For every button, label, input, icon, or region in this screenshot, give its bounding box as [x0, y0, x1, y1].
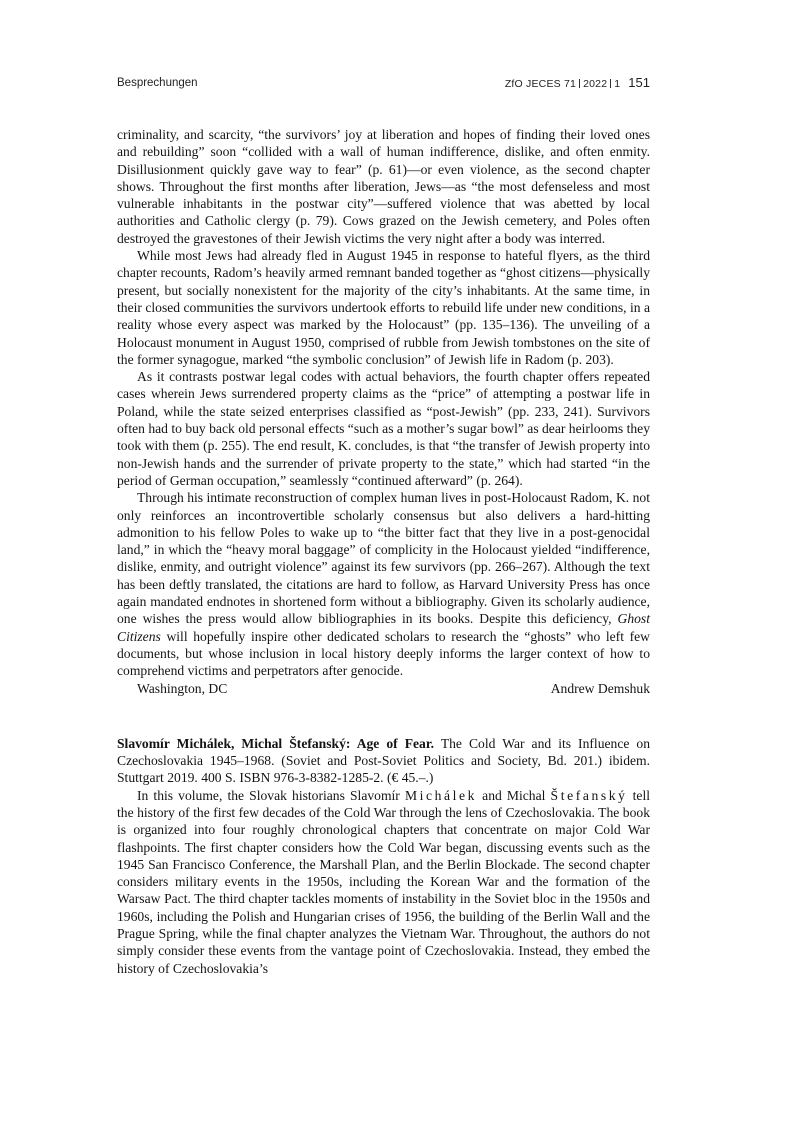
review2 — [117, 735, 650, 977]
review1-paragraph-1: criminality, and scarcity, “the survivors’ joy at liberation and hopes of finding their loved ones and rebuilding” soon “collided with a wall of human indifference, dislike, and often enmity. Disillusionment quickly gave way to fear” (p. 61)—or even violence, as the second chapter shows. Throughout the first months after liberation, Jews—as “the most defenseless and most vulnerable inhabitants in the postwar city”—suffered violence that was abetted by local authorities and Catholic clergy (p. 79). Cows grazed on the Jewish cemetery, and Poles often destroyed the gravestones of their Jewish victims the very night after a body was interred. — [117, 127, 650, 246]
review2-paragraph-1 — [117, 787, 650, 977]
journal-issue: 1 — [614, 78, 621, 90]
separator-bar — [610, 79, 611, 88]
review2-heading-bold: Slavomír Michálek, Michal Štefanský: Age of Fear. — [117, 735, 435, 751]
review-signature — [117, 680, 650, 697]
review1-paragraph-4 — [117, 489, 650, 679]
paragraph-text: will hopefully inspire other dedicated scholars to research the “ghosts” who left few documents, but whose inclusion in local history deeply informs the larger context of how to comprehend victims and perpetrators after genocide. — [117, 628, 650, 679]
journal-reference — [505, 75, 650, 90]
paragraph-text: and Michal — [477, 787, 551, 803]
signature-place: Washington, DC — [137, 680, 228, 696]
paragraph-text: Through his intimate reconstruction of complex human lives in post-Holocaust Radom, K. not only reinforces an incontrovertible scholarly consensus but also delivers a hard-hitting admonition to his fellow Poles to wake up to “the bitter fact that they live in a post-genocidal land,” in which the “heavy moral baggage” of complicity in the Holocaust yielded “indifference, dislike, enmity, and outright violence” against its few survivors (pp. 266–267). Although the text has been deftly translated, the citations are hard to follow, as Harvard University Press has once again mandated endnotes in shortened form without a bibliography. Given its scholarly audience, one wishes the press would allow bibliographies in its books. Despite this deficiency, — [117, 490, 650, 627]
section-label: Besprechungen — [117, 77, 198, 89]
journal-year: 2022 — [583, 78, 608, 90]
review1-paragraph-3: As it contrasts postwar legal codes with actual behaviors, the fourth chapter offers repeated cases wherein Jews surrendered property claims as the “price” of attempting a postwar life in Poland, while the state seized enterprises classified as “post-Jewish” (pp. 233, 241). Survivors often had to buy back old personal effects “such as a mother’s sugar bowl” as dear heirlooms they took with them (p. 255). The end result, K. concludes, is that “the transfer of Jewish property into non-Jewish hands and the surrender of private property to the state,” which had started “in the period of German occupation,” seamlessly “continued afterward” (p. 264). — [117, 369, 650, 488]
journal-name: ZfO JECES 71 — [504, 78, 577, 90]
author-name-spaced: Štefanský — [550, 787, 628, 803]
separator-bar — [579, 79, 580, 88]
body-text — [117, 126, 650, 977]
review2-bibliographic-heading — [117, 735, 650, 787]
author-name-spaced: Michálek — [404, 787, 478, 803]
review1-paragraph-2: While most Jews had already fled in August 1945 in response to hateful flyers, as the third chapter recounts, Radom’s heavily armed remnant banded together as “ghost citizens—physically present, but socially nonexistent for the majority of the city’s inhabitants. At the same time, in their closed communities the survivors undertook efforts to rebuild life under new conditions, in a reality whose every aspect was marked by the Holocaust” (pp. 135–136). The unveiling of a Holocaust monument in August 1950, comprised of rubble from Jewish tombstones on the site of the former synagogue, marked “the symbolic conclusion” of Jewish life in Radom (p. 203). — [117, 248, 650, 367]
review2-heading-rest: The Cold War and its Influence on Czechoslovakia 1945–1968. (Soviet and Post-Soviet Politics and Society, Bd. 201.) ibidem. Stuttgart 2019. 400 S. ISBN 976-3-8382-1285-2. (€ 45.–.) — [117, 735, 651, 786]
running-header — [117, 75, 650, 93]
paragraph-text: In this volume, the Slovak historians Slavomír — [137, 787, 405, 803]
book-title-italic: Ghost Citizens — [117, 611, 650, 644]
page-number: 151 — [628, 75, 650, 90]
paragraph-text: tell the history of the first few decades of the Cold War through the lens of Czechoslovakia. The book is organized into four roughly chronological chapters that concentrate on major Cold War flashpoints. The first chapter considers how the Cold War began, discussing events such as the 1945 San Francisco Conference, the Marshall Plan, and the Berlin Blockade. The second chapter considers military events in the 1950s, including the Korean War and the formation of the Warsaw Pact. The third chapter tackles moments of instability in the Soviet bloc in the 1950s and 1960s, including the Polish and Hungarian crises of 1956, the building of the Berlin Wall and the Prague Spring, while the final chapter analyzes the Vietnam War. Throughout, the authors do not simply consider these events from the vantage point of Czechoslovakia. Instead, they embed the history of Czechoslovakia’s — [117, 787, 651, 976]
signature-reviewer: Andrew Demshuk — [550, 680, 650, 696]
